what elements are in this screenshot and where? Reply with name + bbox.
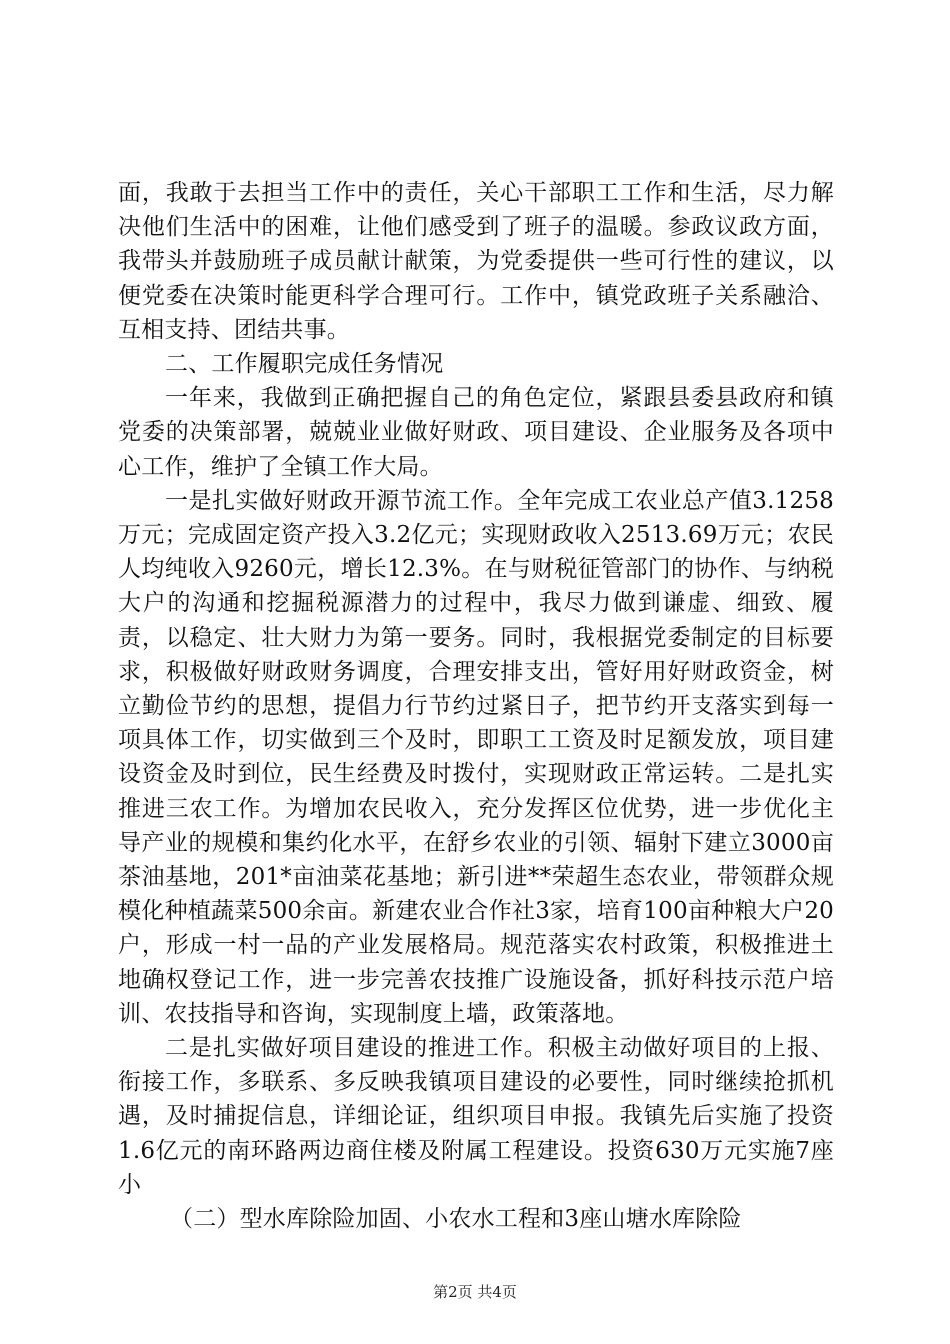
page-number-footer: 第2页 共4页	[433, 1283, 517, 1301]
paragraph-5: 二是扎实做好项目建设的推进工作。积极主动做好项目的上报、衔接工作，多联系、多反映我镇项目建设的必要性，同时继续抢抓机遇，及时捕捉信息，详细论证，组织项目申报。我镇先后实施了投资1.6亿元的南环路两边商住楼及附属工程建设。投资630万元实施7座小	[118, 1035, 834, 1198]
paragraph-6: （二）型水库除险加固、小农水工程和3座山塘水库除险	[170, 1206, 742, 1233]
document-body	[118, 176, 834, 1236]
section-heading: 二、工作履职完成任务情况	[165, 351, 444, 378]
paragraph-3: 一年来，我做到正确把握自己的角色定位，紧跟县委县政府和镇党委的决策部署，兢兢业业做好财政、项目建设、企业服务及各项中心工作，维护了全镇工作大局。	[118, 385, 834, 480]
paragraph-4: 一是扎实做好财政开源节流工作。全年完成工农业总产值3.1258万元；完成固定资产投入3.2亿元；实现财政收入2513.69万元；农民人均纯收入9260元，增长12.3%。在与财税征管部门的协作、与纳税大户的沟通和挖掘税源潜力的过程中，我尽力做到谦虚、细致、履责，以稳定、壮大财力为第一要务。同时，我根据党委制定的目标要求，积极做好财政财务调度，合理安排支出，管好用好财政资金，树立勤俭节约的思想，提倡力行节约过紧日子，把节约开支落实到每一项具体工作，切实做到三个及时，即职工工资及时足额发放，项目建设资金及时到位，民生经费及时拨付，实现财政正常运转。二是扎实推进三农工作。为增加农民收入，充分发挥区位优势，进一步优化主导产业的规模和集约化水平，在舒乡农业的引领、辐射下建立3000亩茶油基地，201*亩油菜花基地；新引进**荣超生态农业，带领群众规模化种植蔬菜500余亩。新建农业合作社3家，培育100亩种粮大户20户，形成一村一品的产业发展格局。规范落实农村政策，积极推进土地确权登记工作，进一步完善农技推广设施设备，抓好科技示范户培训、农技指导和咨询，实现制度上墙，政策落地。	[118, 487, 834, 1027]
paragraph-1: 面，我敢于去担当工作中的责任，关心干部职工工作和生活，尽力解决他们生活中的困难，让他们感受到了班子的温暖。参政议政方面，我带头并鼓励班子成员献计献策，为党委提供一些可行性的建议，以便党委在决策时能更科学合理可行。工作中，镇党政班子关系融洽、互相支持、团结共事。	[118, 180, 834, 343]
